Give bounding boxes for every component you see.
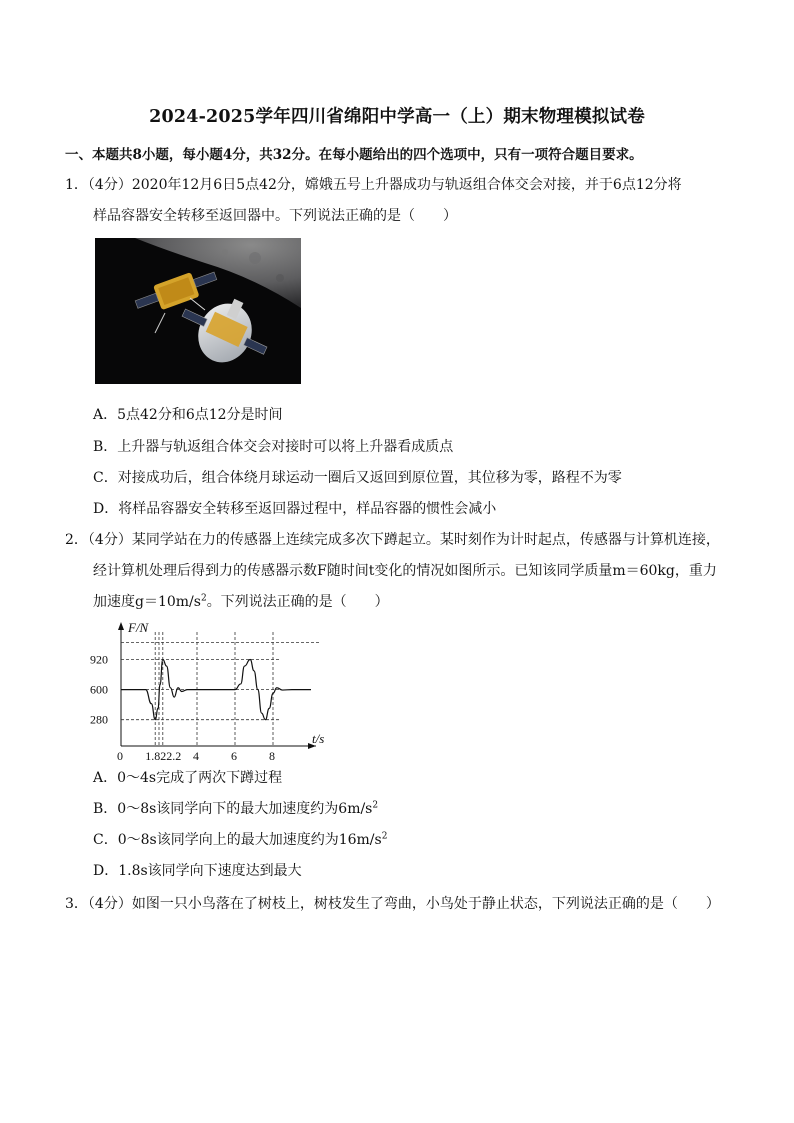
question-2-line-3-text: 加速度g＝10m/s xyxy=(93,594,201,610)
y-tick-label-600: 600 xyxy=(90,682,108,697)
question-2-first-line xyxy=(65,529,720,549)
question-2-score: （4分） xyxy=(87,532,132,548)
y-tick-label-920: 920 xyxy=(90,652,108,667)
y-axis-label: F/N xyxy=(128,620,149,635)
question-1-score: （4分） xyxy=(87,177,132,193)
question-1-number: 1． xyxy=(65,177,88,193)
question-2-option-c-sup: 2 xyxy=(381,831,388,842)
y-axis-arrow xyxy=(118,622,124,630)
question-2-option-c-text: C．0～8s该同学向上的最大加速度约为16m/s xyxy=(93,832,382,848)
question-1-option-c: C．对接成功后，组合体绕月球运动一圈后又返回到原位置，其位移为零，路程不为零 xyxy=(93,470,622,486)
x-tick-label-4: 4 xyxy=(193,749,199,760)
y-tick-label-280: 280 xyxy=(90,712,108,727)
section-heading: 一、本题共8小题，每小题4分，共32分。在每小题给出的四个选项中，只有一项符合题目要求。 xyxy=(65,147,643,163)
question-2-option-b-text: B．0～8s该同学向下的最大加速度约为6m/s xyxy=(93,801,373,817)
question-2-line-2: 经计算机处理后得到力的传感器示数F随时间t变化的情况如图所示。已知该同学质量m＝60kg，重力 xyxy=(93,563,717,579)
question-2-option-a: A．0～4s完成了两次下蹲过程 xyxy=(93,770,283,786)
question-3-first-line xyxy=(65,893,720,913)
question-2-number: 2． xyxy=(65,532,88,548)
spacecraft-illustration xyxy=(95,238,301,384)
question-2-option-c xyxy=(93,829,387,849)
question-1-option-b: B．上升器与轨返组合体交会对接时可以将上升器看成质点 xyxy=(93,439,454,455)
question-3-number: 3． xyxy=(65,896,88,912)
question-2-line-3-sup: 2 xyxy=(200,593,207,604)
question-2-option-b xyxy=(93,798,378,818)
question-2-line-3 xyxy=(93,591,389,611)
question-1-option-d: D．将样品容器安全转移至返回器过程中，样品容器的惯性会减小 xyxy=(93,501,497,517)
spacecraft-photo xyxy=(95,238,301,384)
x-tick-label-cluster: 1.822.2 xyxy=(145,749,182,760)
x-axis-label: t/s xyxy=(312,731,325,746)
question-2-line-1: 某同学站在力的传感器上连续完成多次下蹲起立。某时刻作为计时起点，传感器与计算机连接， xyxy=(131,532,720,548)
page-title: 2024-2025学年四川省绵阳中学高一（上）期末物理模拟试卷 xyxy=(149,107,645,127)
y-tick-labels xyxy=(90,653,108,727)
question-1-first-line xyxy=(65,174,682,194)
question-3-line-1: 如图一只小鸟落在了树枝上，树枝发生了弯曲，小鸟处于静止状态，下列说法正确的是（ ） xyxy=(131,896,720,912)
question-3-score: （4分） xyxy=(87,896,132,912)
force-time-chart xyxy=(88,610,348,760)
chart-axes xyxy=(118,622,316,749)
x-tick-label-8: 8 xyxy=(269,749,275,760)
x-tick-labels xyxy=(117,749,275,760)
question-1-line-2: 样品容器安全转移至返回器中。下列说法正确的是（ ） xyxy=(93,208,457,224)
question-2-line-3-tail: 。下列说法正确的是（ ） xyxy=(206,594,389,610)
x-tick-label-6: 6 xyxy=(231,749,237,760)
x-tick-label-0: 0 xyxy=(117,749,123,760)
question-1-line-1: 2020年12月6日5点42分，嫦娥五号上升器成功与轨返组合体交会对接，并于6点12分将 xyxy=(131,177,682,193)
question-1-option-a: A．5点42分和6点12分是时间 xyxy=(93,407,283,423)
force-series-line xyxy=(121,660,311,720)
question-2-option-d: D．1.8s该同学向下速度达到最大 xyxy=(93,863,302,879)
question-2-option-b-sup: 2 xyxy=(372,800,379,811)
